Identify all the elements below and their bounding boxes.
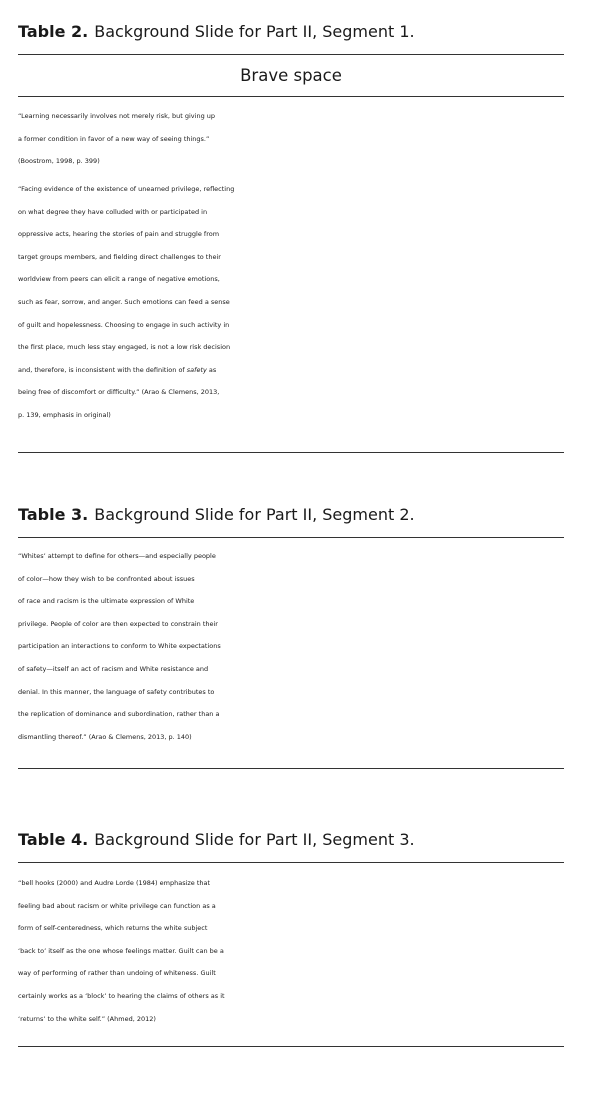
- table-2-quote-1: [18, 105, 579, 173]
- quote-line: oppressive acts, hearing the stories of pain and struggle from: [18, 230, 220, 239]
- quote-line: “bell hooks (2000) and Audre Lorde (1984) emphasize that: [18, 879, 211, 887]
- quote-line: dismantling thereof.” (Arao & Clemens, 2013, p. 140): [18, 732, 192, 741]
- table-3-title: Background Slide for Part II, Segment 2.: [94, 505, 415, 524]
- table-2-quote-2: [18, 178, 579, 427]
- quote-line: worldview from peers can elicit a range of negative emotions,: [18, 275, 220, 284]
- quote-line: “Whites’ attempt to define for others—and especially people: [18, 552, 216, 560]
- quote-line: participation an interactions to conform to White expectations: [18, 642, 221, 651]
- quote-line: way of performing of rather than undoing of whiteness. Guilt: [18, 969, 216, 978]
- quote-line: form of self-centeredness, which returns the white subject: [18, 924, 208, 933]
- table-4-label: Table 4.: [18, 830, 89, 849]
- quote-line: the replication of dominance and subordination, rather than a: [18, 710, 220, 719]
- quote-line: on what degree they have colluded with or participated in: [18, 207, 208, 216]
- quote-line: ‘returns’ to the white self.” (Ahmed, 2012): [18, 1014, 156, 1023]
- quote-line: such as fear, sorrow, and anger. Such emotions can feed a sense: [18, 297, 230, 306]
- quote-line: p. 139, emphasis in original): [18, 410, 111, 419]
- quote-line: being free of discomfort or difficulty.” (Arao & Clemens, 2013,: [18, 388, 220, 397]
- table-4-title: Background Slide for Part II, Segment 3.: [94, 830, 415, 849]
- quote-line: certainly works as a ‘block’ to hearing the claims of others as it: [18, 991, 225, 1000]
- table-4-top-rule: [18, 862, 564, 863]
- table-2-label: Table 2.: [18, 22, 89, 41]
- table-4-bottom-rule: [18, 1046, 564, 1047]
- table-3-bottom-rule: [18, 768, 564, 769]
- table-2-caption: [18, 22, 415, 42]
- quote-line: target groups members, and fielding direct challenges to their: [18, 252, 221, 261]
- table-3-top-rule: [18, 537, 564, 538]
- quote-line: the first place, much less stay engaged, is not a low risk decision: [18, 343, 231, 352]
- quote-line: of color—how they wish to be confronted about issues: [18, 574, 195, 583]
- quote-text: as: [206, 365, 217, 374]
- quote-line: feeling bad about racism or white privilege can function as a: [18, 901, 216, 910]
- table-2-top-rule: [18, 54, 564, 55]
- table-2-title: Background Slide for Part II, Segment 1.: [94, 22, 415, 41]
- table-2-header-rule: [18, 96, 564, 97]
- quote-line: of race and racism is the ultimate expression of White: [18, 597, 195, 606]
- quote-line: ‘back to’ itself as the one whose feelings matter. Guilt can be a: [18, 946, 224, 955]
- quote-line: privilege. People of color are then expected to constrain their: [18, 619, 218, 628]
- quote-line: a former condition in favor of a new way of seeing things.”: [18, 134, 210, 143]
- table-3-label: Table 3.: [18, 505, 89, 524]
- quote-line: (Boostrom, 1998, p. 399): [18, 157, 100, 166]
- table-4-quote: [18, 872, 579, 1030]
- table-4-caption: [18, 830, 415, 850]
- table-3-caption: [18, 505, 415, 525]
- table-2-bottom-rule: [18, 452, 564, 453]
- quote-line: of safety—itself an act of racism and White resistance and: [18, 664, 209, 673]
- quote-line: of guilt and hopelessness. Choosing to engage in such activity in: [18, 320, 230, 329]
- emphasized-word: safety: [186, 365, 207, 374]
- table-2-column-header: Brave space: [240, 66, 342, 85]
- quote-line: denial. In this manner, the language of safety contributes to: [18, 687, 215, 696]
- quote-line: “Learning necessarily involves not merely risk, but giving up: [18, 112, 216, 120]
- quote-line: “Facing evidence of the existence of unearned privilege, reflecting: [18, 185, 235, 193]
- table-3-quote: [18, 545, 579, 748]
- quote-text: and, therefore, is inconsistent with the definition of: [18, 365, 187, 374]
- quote-line-italic-emphasis: [18, 359, 579, 382]
